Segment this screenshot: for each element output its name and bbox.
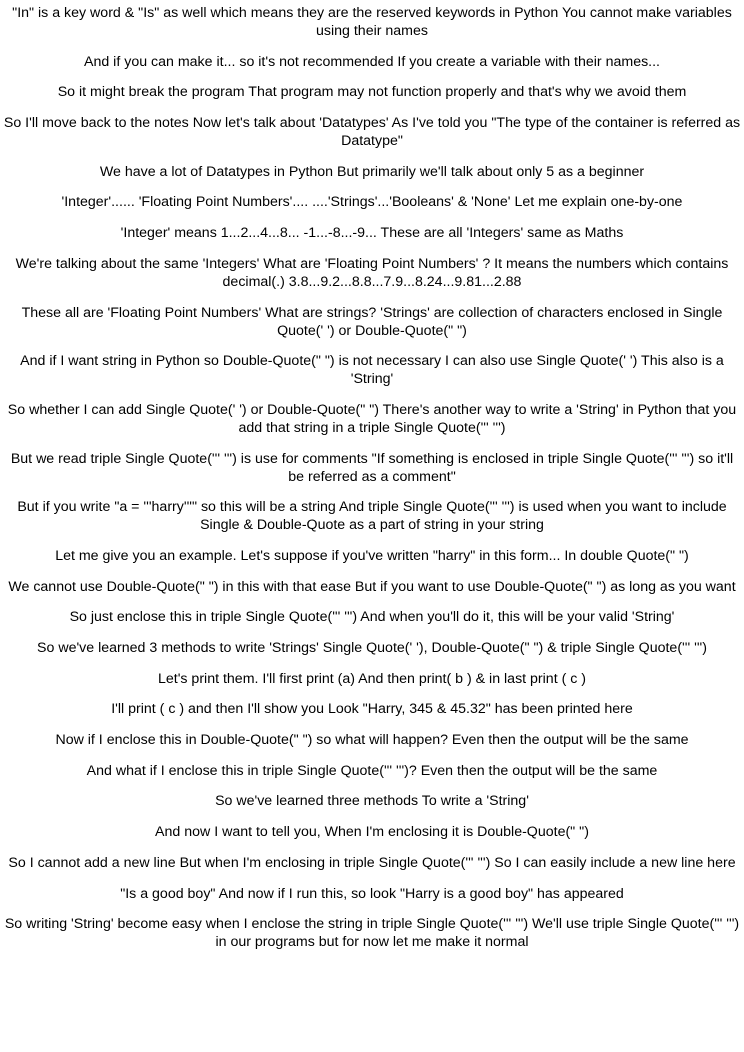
transcript-paragraph-4: So I'll move back to the notes Now let's talk about 'Datatypes' As I've told you "The type of the container is referred as Datatype" bbox=[3, 115, 741, 150]
transcript-paragraph-1: "In" is a key word & "Is" as well which means they are the reserved keywords in Python You cannot make variables using their names bbox=[12, 5, 732, 39]
transcript-paragraph-18: Let's print them. I'll first print (a) And then print( b ) & in last print ( c ) bbox=[157, 670, 587, 687]
transcript-paragraph-19: I'll print ( c ) and then I'll show you Look "Harry, 345 & 45.32" has been printed here bbox=[111, 701, 633, 718]
transcript-paragraph-14: Let me give you an example. Let's suppose if you've written "harry" in this form... In double Quote(" ") bbox=[55, 547, 689, 564]
transcript-paragraph-10: And if I want string in Python so Double-Quote(" ") is not necessary I can also use Single Quote(' ') This also is a 'String' bbox=[20, 353, 724, 388]
transcript-paragraph-16: So just enclose this in triple Single Quote(''' ''') And when you'll do it, this will be your valid 'String' bbox=[69, 609, 675, 626]
transcript-paragraph-3: So it might break the program That program may not function properly and that's why we avoid them bbox=[57, 84, 687, 101]
transcript-paragraph-23: And now I want to tell you, When I'm enclosing it is Double-Quote(" ") bbox=[155, 824, 589, 841]
transcript-paragraph-13: But if you write "a = '''harry'''" so this will be a string And triple Single Quote(''' ''') is used when you want to include Single & Double-Quote as a part of string in your string bbox=[17, 499, 727, 534]
transcript-paragraph-25: "Is a good boy" And now if I run this, so look "Harry is a good boy" has appeared bbox=[120, 885, 624, 902]
transcript-paragraph-24: So I cannot add a new line But when I'm enclosing in triple Single Quote(''' ''') So I can easily include a new line here bbox=[8, 854, 736, 871]
transcript-paragraph-5: We have a lot of Datatypes in Python But primarily we'll talk about only 5 as a beginner bbox=[99, 163, 645, 180]
transcript-paragraph-9: These all are 'Floating Point Numbers' What are strings? 'Strings' are collection of characters enclosed in Single Quote(' ') or Double-Quote(" ") bbox=[21, 304, 723, 339]
transcript-paragraph-12: But we read triple Single Quote(''' ''') is use for comments "If something is enclosed in triple Single Quote(''' ''') so it'll be referred as a comment" bbox=[10, 450, 734, 485]
transcript-paragraph-20: Now if I enclose this in Double-Quote(" ") so what will happen? Even then the output will be the same bbox=[55, 732, 689, 749]
transcript-paragraph-6: 'Integer'...... 'Floating Point Numbers'.... ....'Strings'...'Booleans' & 'None' Let me explain one-by-one bbox=[61, 194, 683, 211]
transcript-paragraph-8: We're talking about the same 'Integers' What are 'Floating Point Numbers' ? It means the numbers which contains decimal(.) 3.8...9.2...8.8...7.9...8.24...9.81...2.88 bbox=[15, 255, 729, 290]
transcript-paragraph-11: So whether I can add Single Quote(' ') or Double-Quote(" ") There's another way to write a 'String' in Python that you add that string in a triple Single Quote(''' ''') bbox=[7, 401, 737, 436]
transcript-paragraph-21: And what if I enclose this in triple Single Quote(''' ''')? Even then the output will be the same bbox=[86, 762, 658, 779]
transcript-paragraph-2: And if you can make it... so it's not recommended If you create a variable with their names... bbox=[84, 53, 660, 70]
transcript-paragraph-17: So we've learned 3 methods to write 'Strings' Single Quote(' '), Double-Quote(" ") & triple Single Quote(''' ''') bbox=[37, 640, 707, 656]
transcript-paragraph-22: So we've learned three methods To write a 'String' bbox=[215, 793, 529, 810]
transcript-paragraph-26: So writing 'String' become easy when I enclose the string in triple Single Quote(''' ''') We'll use triple Single Quote(''' ''') in our programs but for now let me make it normal bbox=[4, 916, 740, 951]
transcript-paragraph-7: 'Integer' means 1...2...4...8... -1...-8...-9... These are all 'Integers' same as Maths bbox=[120, 225, 624, 242]
transcript-paragraph-15: We cannot use Double-Quote(" ") in this with that ease But if you want to use Double-Quote(" ") as long as you want bbox=[8, 578, 736, 595]
